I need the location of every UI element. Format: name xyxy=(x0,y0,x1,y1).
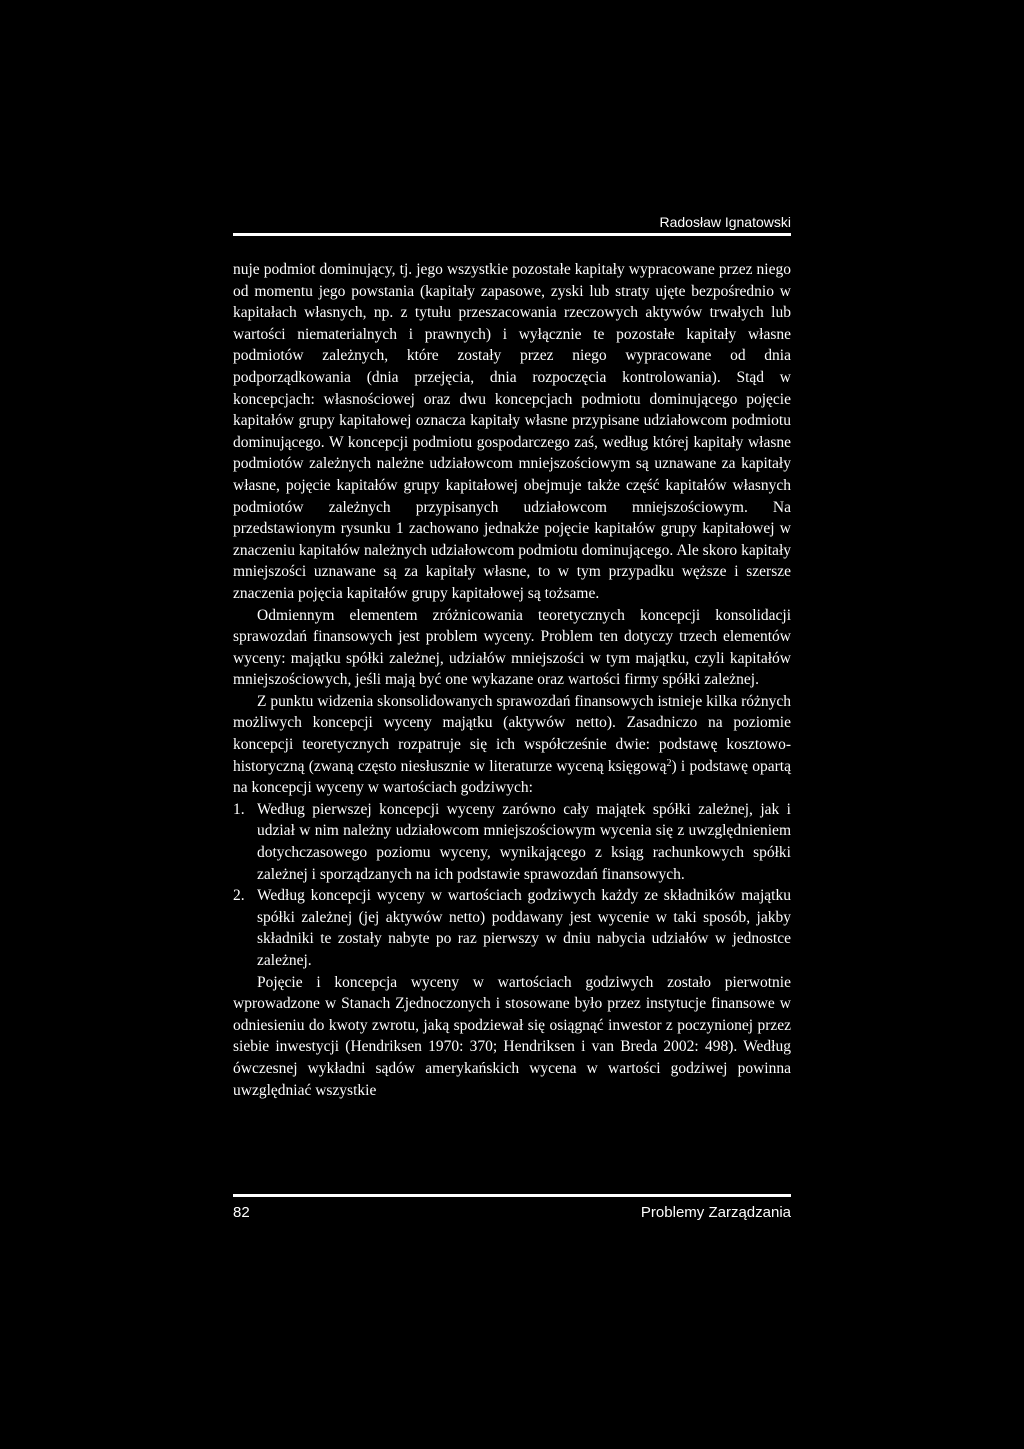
paragraph-3-text-b: ) i podstawę opartą na koncepcji wyceny w wartościach godziwych: xyxy=(233,757,791,797)
list-item-text: Według pierwszej koncepcji wyceny zarówno cały majątek spółki zależnej, jak i udział w nim należny udziałowcom mniejszościowym wycenia się z uwzględnieniem dotychczasowego poziomu wyceny, wynikającego z ksiąg rachunkowych spółki zależnej i sporządzanych na ich podstawie sprawozdań finansowych. xyxy=(257,800,791,883)
list-item-number: 1. xyxy=(233,800,245,818)
journal-title: Problemy Zarządzania xyxy=(640,1204,791,1221)
body-text xyxy=(233,259,791,1101)
page-number: 82 xyxy=(233,1204,250,1221)
list-item-number: 2. xyxy=(233,887,245,905)
footnote-reference: 2 xyxy=(666,757,672,769)
list-item-1 xyxy=(233,799,791,885)
paragraph-3-text-a: Z punktu widzenia skonsolidowanych sprawozdań finansowych istnieje kilka różnych możliwych koncepcji wyceny majątku (aktywów netto). Zasadniczo na poziomie koncepcji teoretycznych rozpatruje się ich współcześnie dwie: podstawę kosztowo-historyczną (zwaną często niesłusznie w literaturze wyceną księgową xyxy=(233,692,791,775)
numbered-list xyxy=(233,799,791,972)
paragraph-3 xyxy=(233,691,791,799)
paragraph-1: nuje podmiot dominujący, tj. jego wszystkie pozostałe kapitały wypracowane przez niego od momentu jego powstania (kapitały zapasowe, zyski lub straty ujęte bezpośrednio w kapitałach własnych, np. z tytułu przeszacowania rzeczowych aktywów trwałych lub wartości niematerialnych i prawnych) i wyłącznie te pozostałe kapitały własne podmiotów zależnych, które zostały przez niego wypracowane od dnia podporządkowania (dnia przejęcia, dnia rozpoczęcia kontrolowania). Stąd w koncepcjach: własnościowej oraz dwu koncepcjach podmiotu dominującego pojęcie kapitałów grupy kapitałowej oznacza kapitały własne przypisane udziałowcom podmiotu dominującego. W koncepcji podmiotu gospodarczego zaś, według której kapitały własne podmiotów zależnych należne udziałowcom mniejszościowym są uznawane za kapitały własne, pojęcie kapitałów grupy kapitałowej obejmuje także część kapitałów własnych podmiotów zależnych przypisanych udziałowcom mniejszościowym. Na przedstawionym rysunku 1 zachowano jednakże pojęcie kapitałów grupy kapitałowej w znaczeniu kapitałów należnych udziałowcom podmiotu dominującego. Ale skoro kapitały mniejszości uznawane są za kapitały własne, to w tym przypadku węższe i szersze znaczenia pojęcia kapitałów grupy kapitałowej są tożsame. xyxy=(233,261,791,602)
paragraph-4: Pojęcie i koncepcja wyceny w wartościach godziwych zostało pierwotnie wprowadzone w Stanach Zjednoczonych i stosowane było przez instytucje finansowe w odniesieniu do kwoty zwrotu, jaką spodziewał się osiągnąć inwestor z poczynionej przez siebie inwestycji (Hendriksen 1970: 370; Hendriksen i van Breda 2002: 498). Według ówczesnej wykładni sądów amerykańskich wycena w wartości godziwej powinna uwzględniać wszystkie xyxy=(233,973,791,1099)
paragraph-2: Odmiennym elementem zróżnicowania teoretycznych koncepcji konsolidacji sprawozdań finansowych jest problem wyceny. Problem ten dotyczy trzech elementów wyceny: majątku spółki zależnej, udziałów mniejszości w tym majątku, czyli kapitałów mniejszościowych, jeśli mają być one wykazane oraz wartości firmy spółki zależnej. xyxy=(233,606,791,689)
list-item-2 xyxy=(233,885,791,971)
document-page xyxy=(233,0,791,1449)
footer-rule xyxy=(233,1194,791,1197)
list-item-text: Według koncepcji wyceny w wartościach godziwych każdy ze składników majątku spółki zależnej (jej aktywów netto) poddawany jest wycenie w taki sposób, jakby składniki te zostały nabyte po raz pierwszy w dniu nabycia udziałów w jednostce zależnej. xyxy=(257,887,791,969)
running-head-author: Radosław Ignatowski xyxy=(659,214,791,230)
header-rule xyxy=(233,233,791,236)
